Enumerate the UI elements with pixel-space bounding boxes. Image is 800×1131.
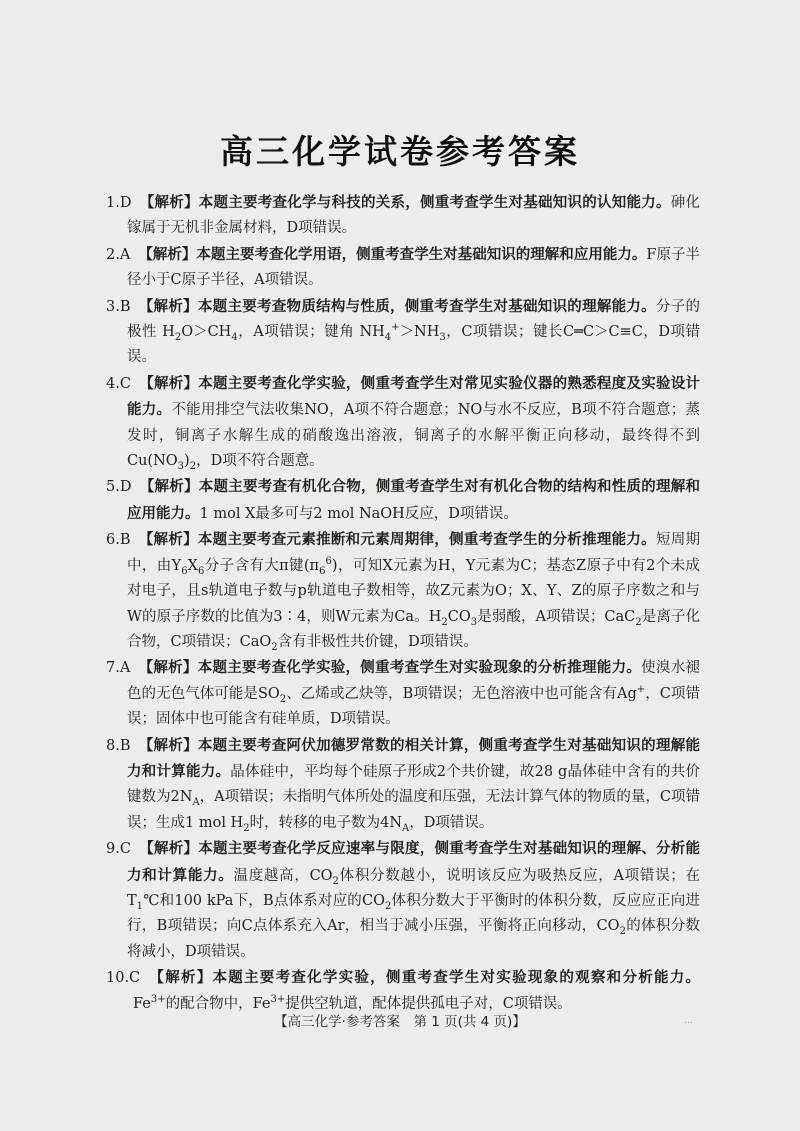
answer-explanation: ，C项错误；固体中也可能含有硅单质，D项错误。 — [127, 685, 700, 728]
answer-explanation: ，A项错误；未指明气体所处的温度和压强，无法计算气体的物质的量，C项错误；生成1 mol H — [127, 789, 700, 831]
analysis-tag: 【解析】 — [138, 531, 198, 549]
answer-item-3 — [106, 294, 700, 371]
answer-explanation: 含有非极性共价键，D项错误。 — [277, 633, 478, 650]
subscript: 2 — [619, 926, 626, 938]
answer-focus: 本题主要考查化学实验，侧重考查学生对实验现象的分析推理能力。 — [197, 659, 642, 677]
superscript: 3+ — [270, 993, 286, 1005]
answer-focus: 本题主要考查有机化合物，侧重考查学生对有机化合物的结构和性质的理解和应用能力。 — [127, 478, 701, 522]
answer-explanation: 体积分数越小，说明该反应为吸热反应，A项错误；在T — [127, 867, 700, 909]
subscript: 2 — [174, 331, 182, 343]
answer-item-8 — [106, 733, 700, 837]
answer-explanation: 温度越高，CO — [233, 867, 333, 884]
answer-explanation: ，D项不符合题意。 — [196, 453, 324, 470]
answer-item-4 — [106, 371, 700, 475]
answer-explanation: 体积分数大于平衡时的体积分数，反应应正向进行，B项错误；向C点体系充入Ar，相当于减小压强，平衡将正向移动，CO — [127, 892, 700, 935]
answer-explanation: ) — [184, 453, 190, 470]
answer-number: 7.A — [106, 660, 131, 677]
answer-explanation: ，A项错误；键角 NH — [237, 324, 385, 341]
subscript: 3 — [470, 616, 478, 628]
subscript: 6 — [181, 565, 188, 577]
answer-number: 9.C — [106, 841, 131, 858]
answer-explanation: )，可知X元素为H，Y元素为C；基态Z原子中有2个未成对电子，且s轨道电子数与p轨道电子数相等，故Z元素为O；X、Y、Z的原子序数之和与W的原子序数的比值为3∶4，则W元素为Ca。H — [127, 557, 701, 625]
subscript: 2 — [243, 822, 250, 834]
subscript: 2 — [635, 616, 642, 628]
answer-explanation: 1 mol X最多可与2 mol NaOH反应，D项错误。 — [199, 505, 518, 522]
answer-number: 1.D — [106, 195, 132, 211]
answer-explanation: O＞CH — [181, 324, 232, 341]
answer-explanation: ，C项错误；键长C═C＞C≡C，D项错误。 — [127, 324, 700, 366]
answer-explanation: 是弱酸，A项错误；CaC — [477, 608, 636, 625]
analysis-tag: 【解析】 — [139, 478, 199, 496]
subscript: 4 — [384, 331, 392, 343]
answer-explanation: 晶体硅中，平均每个硅原子形成2个共价键，故28 g晶体硅中含有的共价键数为2N — [127, 763, 701, 806]
answer-number: 6.B — [106, 532, 131, 549]
answer-explanation: 砷化镓属于无机非金属材料，D项错误。 — [127, 195, 701, 237]
superscript: + — [391, 322, 400, 334]
answer-list — [106, 190, 700, 1017]
analysis-tag: 【解析】 — [138, 659, 198, 677]
subscript: 2 — [189, 460, 197, 472]
answer-explanation: F原子半径小于C原子半径，A项错误。 — [127, 246, 701, 289]
subscript: 3 — [177, 460, 185, 472]
answer-explanation: 提供空轨道，配体提供孤电子对，C项错误。 — [285, 995, 572, 1012]
analysis-tag: 【解析】 — [139, 194, 199, 211]
answer-explanation: 不能用排空气法收集NO，A项不符合题意；NO与水不反应，B项不符合题意；蒸发时，铜离子水解生成的硝酸逸出溶液，铜离子的水解平衡正向移动，最终得不到Cu(NO — [127, 402, 700, 470]
answer-number: 2.A — [106, 246, 131, 263]
answer-explanation: 短周期中，由Y — [127, 532, 701, 574]
answer-explanation: 分子含有大π键(π — [204, 557, 320, 574]
answer-number: 4.C — [106, 375, 131, 392]
subscript: 2 — [384, 900, 392, 912]
analysis-tag: 【解析】 — [138, 840, 199, 858]
analysis-tag: 【解析】 — [138, 297, 198, 315]
answer-explanation: ＞NH — [399, 324, 440, 341]
superscript: 3+ — [150, 993, 166, 1005]
answer-explanation: 使溴水褪色的无色气体可能是SO — [127, 660, 700, 702]
answer-focus: 本题主要考查阿伏加德罗常数的相关计算，侧重考查学生对基础知识的理解能力和计算能力。 — [127, 736, 701, 780]
page-title: 高三化学试卷参考答案 — [220, 132, 580, 171]
subscript: A — [192, 797, 200, 809]
answer-item-2 — [106, 242, 700, 294]
answer-number: 5.D — [106, 479, 132, 496]
answer-explanation: 分子的极性 H — [127, 298, 701, 341]
answer-explanation: 是离子化合物，C项错误；CaO — [127, 608, 701, 650]
subscript: 3 — [439, 331, 446, 343]
analysis-tag: 【解析】 — [148, 969, 213, 987]
answer-focus: 本题主要考查元素推断和元素周期律，侧重考查学生的分析推理能力。 — [197, 531, 656, 549]
subscript: 1 — [136, 900, 144, 912]
superscript: 6 — [325, 555, 332, 567]
answer-item-9 — [106, 836, 700, 965]
answer-item-7 — [106, 655, 700, 732]
answer-explanation: 的配合物中，Fe — [165, 995, 271, 1012]
answer-focus: 本题主要考查化学实验，侧重考查学生对实验现象的观察和分析能力。 — [212, 969, 701, 987]
page-footer: 【高三化学·参考答案 第 1 页(共 4 页)】 — [274, 1014, 526, 1030]
subscript: 6 — [197, 565, 205, 577]
subscript: 2 — [279, 693, 287, 705]
answer-focus: 本题主要考查化学实验，侧重考查学生对常见实验仪器的熟悉程度及实验设计能力。 — [127, 374, 701, 419]
answer-number: 10.C — [106, 970, 141, 987]
analysis-tag: 【解析】 — [138, 374, 199, 392]
subscript: A — [402, 822, 410, 834]
answer-explanation: 、乙烯或乙炔等，B项错误；无色溶液中也可能含有Ag — [286, 685, 637, 702]
analysis-tag: 【解析】 — [138, 245, 197, 263]
answer-explanation: ，D项错误。 — [409, 814, 494, 831]
answer-explanation: CO — [447, 608, 471, 625]
answer-focus: 本题主要考查化学用语，侧重考查学生对基础知识的理解和应用能力。 — [196, 245, 647, 263]
answer-explanation: ℃和100 kPa下，B点体系对应的CO — [143, 892, 385, 909]
superscript: + — [636, 683, 646, 695]
subscript: 4 — [231, 331, 238, 343]
answer-focus: 本题主要考查化学反应速率与限度，侧重考查学生对基础知识的理解、分析能力和计算能力。 — [127, 840, 701, 884]
subscript: 6 — [319, 565, 326, 577]
answer-item-1 — [106, 190, 700, 242]
corner-mark: … — [684, 1016, 693, 1026]
subscript: 2 — [441, 616, 448, 628]
answer-number: 8.B — [106, 737, 131, 754]
analysis-tag: 【解析】 — [138, 736, 198, 754]
answer-focus: 本题主要考查化学与科技的关系，侧重考查学生对基础知识的认知能力。 — [198, 194, 671, 211]
answer-number: 3.B — [106, 298, 131, 315]
answer-explanation: Fe — [133, 995, 151, 1012]
answer-focus: 本题主要考查物质结构与性质，侧重考查学生对基础知识的理解能力。 — [197, 297, 656, 315]
answer-explanation: 时，转移的电子数为4N — [249, 814, 403, 831]
answer-item-5 — [106, 474, 700, 527]
subscript: 2 — [271, 641, 278, 653]
answer-explanation: X — [187, 557, 198, 574]
answer-item-6 — [106, 527, 700, 655]
answer-explanation: 的体积分数将减小，D项错误。 — [127, 918, 701, 960]
subscript: 2 — [332, 875, 339, 887]
